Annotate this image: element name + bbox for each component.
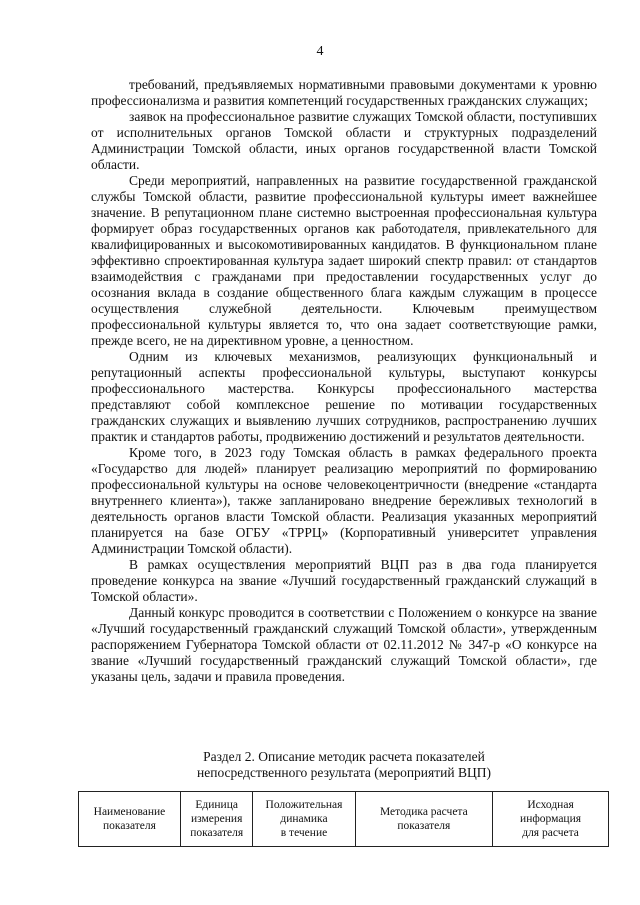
header-line: информация: [520, 813, 582, 825]
paragraph: заявок на профессиональное развитие служащих Томской области, поступивших от исполнительных органов Томской области и структурных подразделений Администрации Томской области, иных органов государственной власти Томской области.: [91, 109, 597, 172]
header-cell-dynamics: [253, 792, 355, 847]
header-line: измерения: [190, 813, 243, 825]
header-line: Единица: [195, 799, 238, 811]
paragraph: требований, предъявляемых нормативными правовыми документами к уровню профессионализма и развития компетенций государственных гражданских служащих;: [91, 77, 597, 108]
header-line: Положительная: [265, 799, 343, 811]
table-header-row: [79, 792, 609, 847]
header-cell-method: [355, 792, 493, 847]
header-line: динамика: [280, 813, 328, 825]
indicators-table: [78, 791, 609, 847]
section-title-line: Раздел 2. Описание методик расчета показателей: [203, 749, 485, 764]
section-title: [91, 749, 597, 781]
header-cell-source-info: [493, 792, 609, 847]
header-line: показателя: [103, 820, 156, 832]
header-line: Наименование: [93, 806, 166, 818]
header-line: Исходная: [527, 799, 574, 811]
document-body: [91, 77, 597, 685]
paragraph: Данный конкурс проводится в соответствии с Положением о конкурсе на звание «Лучший государственный гражданский служащий Томской области», утвержденным распоряжением Губернатора Томской области от 02.11.2012 № 347-р «О конкурсе на звание «Лучший государственный гражданский служащий Томской области», где указаны цель, задачи и правила проведения.: [91, 605, 597, 684]
header-line: Методика расчета: [379, 806, 468, 818]
paragraph: Кроме того, в 2023 году Томская область в рамках федерального проекта «Государство для людей» планирует реализацию мероприятий по формированию профессиональной культуры на основе человекоцентричности (внедрение «стандарта внутреннего клиента»), также запланировано внедрение бережливых технологий в деятельность органов власти Томской области. Реализация указанных мероприятий планируется на базе ОГБУ «ТРРЦ» (Корпоративный университет управления Администрации Томской области).: [91, 445, 597, 556]
header-cell-unit: [180, 792, 252, 847]
section-title-line: непосредственного результата (мероприятий ВЦП): [197, 765, 491, 780]
page-number: 4: [316, 44, 324, 59]
header-cell-indicator-name: [79, 792, 181, 847]
header-line: для расчета: [522, 827, 579, 839]
header-line: показателя: [190, 827, 244, 839]
header-line: показателя: [397, 820, 451, 832]
header-line: в течение: [280, 827, 328, 839]
paragraph: Среди мероприятий, направленных на развитие государственной гражданской службы Томской области, развитие профессиональной культуры имеет важнейшее значение. В репутационном плане системно выстроенная профессиональная культура формирует образ государственных органов как работодателя, привлекательного для квалифицированных и высокомотивированных кандидатов. В функциональном плане эффективно спроектированная культура задает широкий спектр правил: от стандартов взаимодействия с гражданами при предоставлении государственных услуг до осознания вклада в создание общественного блага каждым служащим в процессе осуществления служебной деятельности. Ключевым преимуществом профессиональной культуры является то, что она задает соответствующие рамки, прежде всего, не на директивном уровне, а ценностном.: [91, 173, 597, 348]
paragraph: Одним из ключевых механизмов, реализующих функциональный и репутационный аспекты профессиональной культуры, выступают конкурсы профессионального мастерства. Конкурсы профессионального мастерства представляют собой комплексное решение по мотивации государственных гражданских служащих и выявлению лучших сотрудников, распространению лучших практик и стандартов работы, продвижению достижений и результатов деятельности.: [91, 349, 597, 444]
paragraph: В рамках осуществления мероприятий ВЦП раз в два года планируется проведение конкурса на звание «Лучший государственный гражданский служащий в Томской области».: [91, 557, 597, 604]
